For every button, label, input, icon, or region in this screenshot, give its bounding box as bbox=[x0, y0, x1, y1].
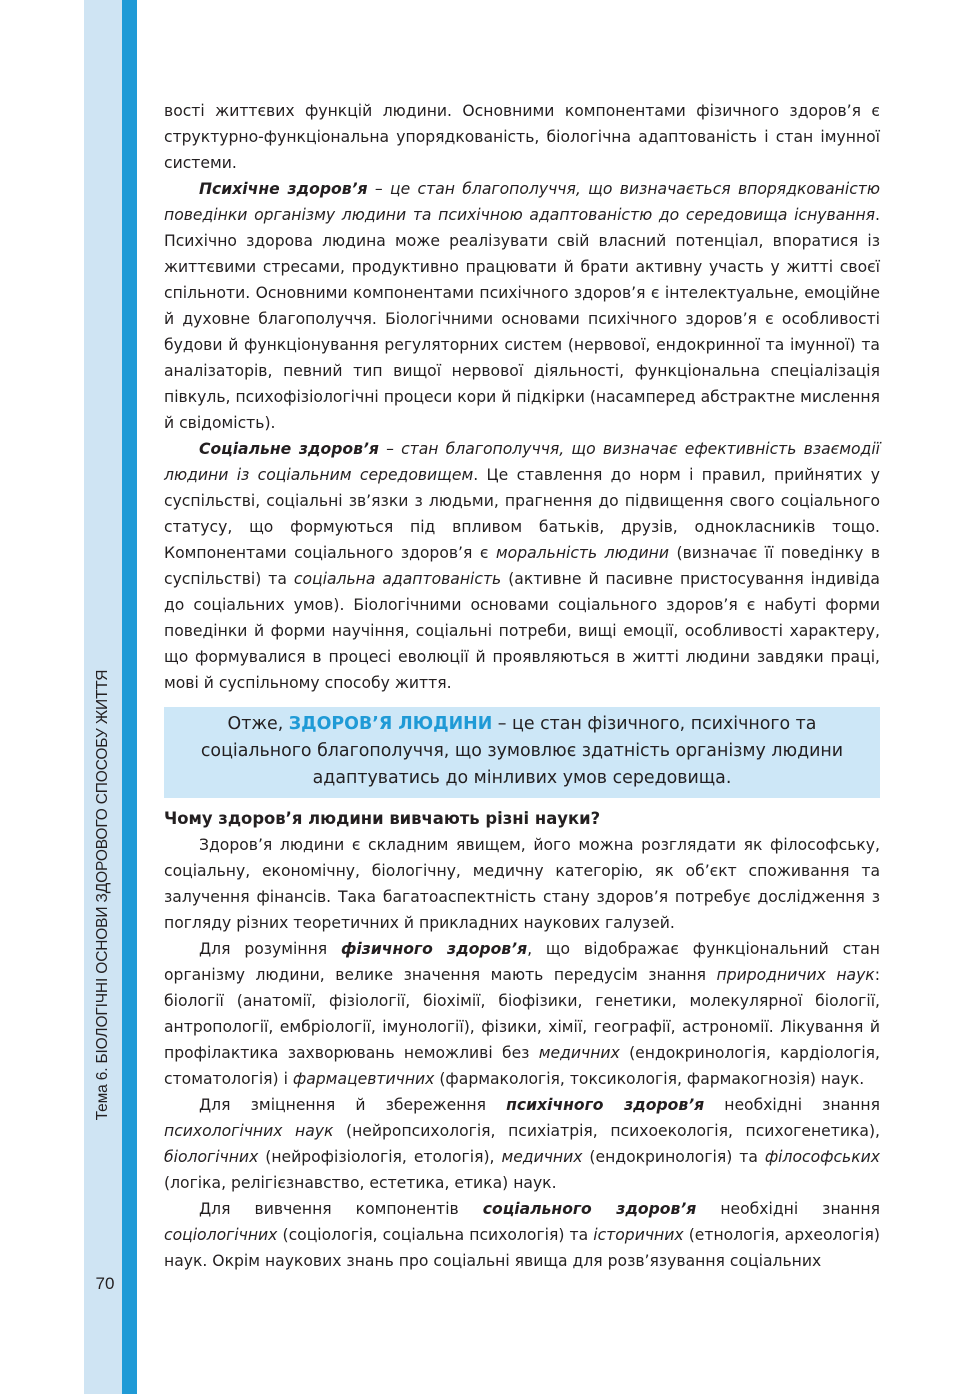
text-run: , що відображає функціональний стан організму людини, велике значення мають передусім знання bbox=[164, 940, 880, 984]
page-number: 70 bbox=[95, 1274, 115, 1293]
italic-term: соціальна адаптованість bbox=[293, 570, 502, 588]
text-run: (ендокринологія) та bbox=[582, 1148, 765, 1166]
text-run: . Психічно здорова людина може реалізувати свій власний потенціал, впоратися із життєвими стресами, продуктивно працювати й брати активну участь у житті своєї спільноти. Основними компонентами психічного здоров’я є інтелектуальне, емоційне й духовне благополуччя. Біологічними основами психічного здоров’я є особливості будови й функціонування регуляторних систем (нервової, ендокринної та імунної) та аналізаторів, певний тип вищої нервової діяльності, функціональна спеціалізація півкуль, психофізіологічні процеси кори й підкірки (насамперед абстрактне мислення й свідомість). bbox=[164, 206, 880, 432]
text-run: . Це ставлення до норм і правил, прийнятих у суспільстві, соціальні зв’язки з людьми, прагнення до підвищення свого соціального статусу, що формуються під впливом батьків, друзів, однокласників тощо. Компонентами соціального здоров’я є bbox=[164, 466, 880, 562]
italic-term: медичних bbox=[501, 1148, 583, 1166]
term-mental-health: Психічне здоров’я bbox=[199, 180, 368, 198]
page-content bbox=[164, 98, 880, 1274]
bold-term: фізичного здоров’я bbox=[340, 940, 528, 958]
text-run: (нейрофізіологія, етологія), bbox=[258, 1148, 502, 1166]
text-run: (логіка, релігієзнавство, естетика, етика) наук. bbox=[164, 1174, 557, 1192]
italic-term: філософських bbox=[764, 1148, 880, 1166]
section-heading: Чому здоров’я людини вивчають різні науки? bbox=[164, 809, 601, 828]
italic-term: історичних bbox=[593, 1226, 684, 1244]
italic-term: медичних bbox=[538, 1044, 620, 1062]
text-run: Для вивчення компонентів bbox=[199, 1200, 483, 1218]
summary-text: – це стан фізичного, психічного та соціального благополуччя, що зумовлює здатність організму людини адаптуватись до мінливих умов середовища. bbox=[200, 714, 844, 788]
italic-term: моральність людини bbox=[495, 544, 670, 562]
text-run: Здоров’я людини є складним явищем, його можна розглядати як філософську, соціальну, економічну, біологічну, медичну категорію, як об’єкт споживання та залучення фінансів. Така багатоаспектність стану здоров’я потребує дослідження з погляду різних теоретичних й прикладних наукових галузей. bbox=[164, 836, 880, 932]
italic-term: фармацевтичних bbox=[292, 1070, 435, 1088]
text-run: (етнологія, археологія) наук. Окрім наукових знань про соціальні явища для розв’язування соціальних bbox=[164, 1226, 880, 1270]
bold-term: психічного здоров’я bbox=[506, 1096, 705, 1114]
paragraph-physical-health-end bbox=[164, 98, 880, 176]
page-left-margin bbox=[0, 0, 84, 1394]
text-run: (фармакологія, токсикологія, фармакогнозія) наук. bbox=[434, 1070, 865, 1088]
paragraph-physical-sciences bbox=[164, 936, 880, 1092]
text-run: необхідні знання bbox=[704, 1096, 880, 1114]
text-run: вості життєвих функцій людини. Основними компонентами фізичного здоров’я є структурно-функціональна упорядкованість, біологічна адаптованість і стан імунної системи. bbox=[164, 102, 880, 172]
text-run: (визначає її поведінку в суспільстві) та bbox=[164, 544, 881, 588]
italic-term: біологічних bbox=[164, 1148, 259, 1166]
chapter-title-vertical: Тема 6. БІОЛОГІЧНІ ОСНОВИ ЗДОРОВОГО СПОСОБУ ЖИТТЯ bbox=[94, 669, 111, 1121]
text-run: (активне й пасивне пристосування індивіда до соціальних умов). Біологічними основами соціального здоров’я є набуті форми поведінки й форми научіння, соціальні потреби, вищі емоції, особливості характеру, що формувалися в процесі еволюції й проявляються в житті людини завдяки праці, мові й суспільному способу життя. bbox=[164, 570, 880, 692]
text-run: : біології (анатомії, фізіології, біохімії, біофізики, генетики, молекулярної біології, антропології, ембріології, імунології), фізики, хімії, географії, астрономії. Лікування й профілактика захворювань неможливі без bbox=[164, 966, 880, 1062]
summary-box bbox=[164, 707, 880, 798]
text-run: Для зміцнення й збереження bbox=[199, 1096, 507, 1114]
definition-mental-health: – це стан благополуччя, що визначається впорядкованістю поведінки організму людини та психічною адаптованістю до середовища існування bbox=[164, 180, 880, 224]
text-run: (соціологія, соціальна психологія) та bbox=[277, 1226, 594, 1244]
italic-term: психологічних наук bbox=[164, 1122, 334, 1140]
paragraph-health-complexity bbox=[164, 832, 880, 936]
paragraph-mental-health bbox=[164, 176, 880, 436]
summary-accent-term: ЗДОРОВ’Я ЛЮДИНИ bbox=[288, 714, 493, 734]
paragraph-mental-sciences bbox=[164, 1092, 880, 1196]
text-run: Для розуміння bbox=[199, 940, 341, 958]
bold-term: соціального здоров’я bbox=[482, 1200, 697, 1218]
text-run: (нейропсихологія, психіатрія, психоекологія, психогенетика), bbox=[333, 1122, 880, 1140]
summary-lead: Отже, bbox=[227, 714, 289, 734]
term-social-health: Соціальне здоров’я bbox=[199, 440, 379, 458]
text-run: (ендокринологія, кардіологія, стоматологія) і bbox=[164, 1044, 880, 1088]
paragraph-social-sciences bbox=[164, 1196, 880, 1274]
sidebar-band-blue bbox=[122, 0, 137, 1394]
text-run: необхідні знання bbox=[696, 1200, 880, 1218]
paragraph-social-health bbox=[164, 436, 880, 696]
italic-term: природничих наук bbox=[716, 966, 875, 984]
italic-term: соціологічних bbox=[164, 1226, 278, 1244]
definition-social-health: – стан благополуччя, що визначає ефективність взаємодії людини із соціальним середовищем bbox=[164, 440, 880, 484]
